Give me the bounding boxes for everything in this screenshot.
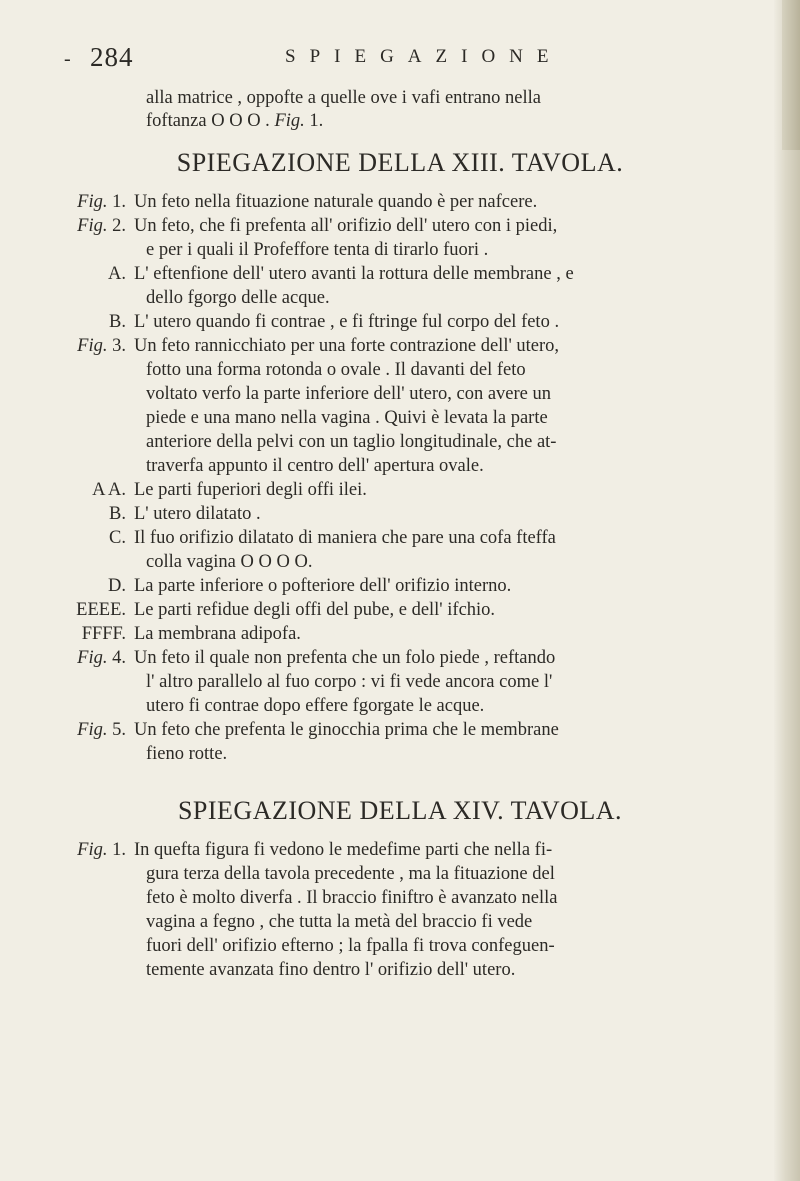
entry-line: L' eftenfione dell' utero avanti la rottura delle membrane , e: [134, 264, 574, 284]
entry-line: e per i quali il Profeffore tenta di tirarlo fuori .: [146, 240, 489, 260]
intro-line-2: [146, 109, 323, 133]
entry-line: utero fi contrae dopo effere fgorgate le acque.: [146, 696, 485, 716]
entry-line: Le parti fuperiori degli offi ilei.: [134, 480, 367, 500]
entry-line: vagina a fegno , che tutta la metà del braccio fi vede: [146, 912, 533, 932]
entry-label: Fig. 3.: [77, 336, 126, 356]
intro-fig-ref: Fig.: [274, 111, 305, 131]
entry-label: C.: [109, 528, 126, 548]
entry-line: feto è molto diverfa . Il braccio finiftro è avanzato nella: [146, 888, 558, 908]
header-dash: -: [64, 48, 71, 70]
entry-label: Fig. 4.: [77, 648, 126, 668]
entry-line: Un feto rannicchiato per una forte contrazione dell' utero,: [134, 336, 560, 356]
entry-label: D.: [108, 576, 126, 596]
entry-label: A A.: [92, 480, 126, 500]
intro-line-1: alla matrice , oppofte a quelle ove i vafi entrano nella: [146, 88, 542, 108]
entry-line: Un feto, che fi prefenta all' orifizio dell' utero con i piedi,: [134, 216, 558, 236]
entry-line: L' utero dilatato .: [134, 504, 261, 524]
entry-label: Fig. 5.: [77, 720, 126, 740]
entry-line: fotto una forma rotonda o ovale . Il davanti del feto: [146, 360, 526, 380]
entry-label: FFFF.: [81, 624, 126, 644]
entry-line: temente avanzata fino dentro l' orifizio dell' utero.: [146, 960, 516, 980]
entry-label: EEEE.: [76, 600, 126, 620]
entry-line: l' altro parallelo al fuo corpo : vi fi vede ancora come l': [146, 672, 553, 692]
running-header: [0, 42, 800, 78]
entry-label: B.: [109, 312, 126, 332]
section-heading-xiii: SPIEGAZIONE DELLA XIII. TAVOLA.: [176, 148, 624, 177]
entry-line: La parte inferiore o pofteriore dell' orifizio interno.: [134, 576, 512, 596]
entry-line: Il fuo orifizio dilatato di maniera che pare una cofa fteffa: [134, 528, 556, 548]
entry-line: piede e una mano nella vagina . Quivi è levata la parte: [146, 408, 548, 428]
entry-label: Fig. 2.: [77, 216, 126, 236]
entry-line: colla vagina O O O O.: [146, 552, 313, 572]
entry-line: dello fgorgo delle acque.: [146, 288, 330, 308]
section-heading-xiv: SPIEGAZIONE DELLA XIV. TAVOLA.: [177, 796, 623, 825]
entry-line: In quefta figura fi vedono le medefime parti che nella fi-: [134, 840, 553, 860]
entry-line: traverfa appunto il centro dell' apertura ovale.: [146, 456, 484, 476]
page-number: 284: [90, 42, 134, 72]
entry-line: Le parti refidue degli offi del pube, e dell' ifchio.: [134, 600, 496, 620]
running-title: SPIEGAZIONE: [285, 46, 563, 67]
entry-line: fuori dell' orifizio efterno ; la fpalla fi trova confeguen-: [146, 936, 555, 956]
entry-line: L' utero quando fi contrae , e fi ftringe ful corpo del feto .: [134, 312, 560, 332]
intro-fig-number: 1.: [309, 111, 324, 131]
entry-line: Un feto che prefenta le ginocchia prima che le membrane: [134, 720, 559, 740]
entry-line: gura terza della tavola precedente , ma la fituazione del: [146, 864, 555, 884]
entry-line: La membrana adipofa.: [134, 624, 301, 644]
entry-line: Un feto il quale non prefenta che un folo piede , reftando: [134, 648, 556, 668]
entry-line: voltato verfo la parte inferiore dell' utero, con avere un: [146, 384, 552, 404]
entry-line: Un feto nella fituazione naturale quando è per nafcere.: [134, 192, 538, 212]
entry-line: anteriore della pelvi con un taglio longitudinale, che at-: [146, 432, 557, 452]
entry-label: B.: [109, 504, 126, 524]
entry-line: fieno rotte.: [146, 744, 228, 764]
entry-label: A.: [108, 264, 126, 284]
intro-line-2-text: foftanza O O O .: [146, 111, 270, 131]
entry-label: Fig. 1.: [77, 840, 126, 860]
entry-label: Fig. 1.: [77, 192, 126, 212]
